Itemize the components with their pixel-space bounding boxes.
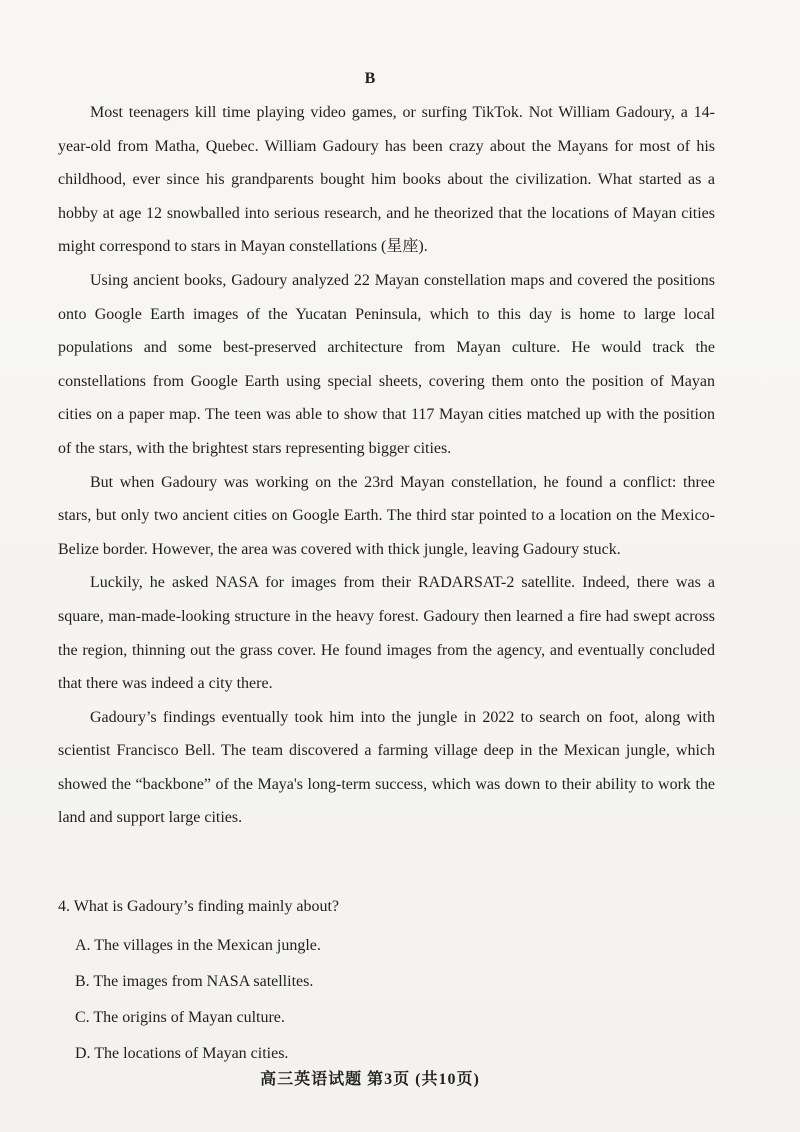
- paragraph-5: Gadoury’s findings eventually took him into the jungle in 2022 to search on foot, along with scientist Francisco Bell. The team discovered a farming village deep in the Mexican jungle, which showed the “backbone” of the Maya's long-term success, which was down to their ability to work the land and support large cities.: [58, 708, 715, 827]
- section-heading: B: [364, 70, 376, 87]
- option-a: A. The villages in the Mexican jungle.: [75, 937, 321, 954]
- reading-passage: [58, 96, 715, 835]
- paragraph-4: Luckily, he asked NASA for images from their RADARSAT-2 satellite. Indeed, there was a square, man-made-looking structure in the heavy forest. Gadoury then learned a fire had swept across the region, thinning out the grass cover. He found images from the agency, and eventually concluded that there was indeed a city there.: [58, 574, 715, 693]
- option-c: C. The origins of Mayan culture.: [75, 1009, 285, 1026]
- question-4: [58, 894, 715, 1072]
- page-footer: 高三英语试题 第3页 (共10页): [260, 1071, 480, 1088]
- question-stem: 4. What is Gadoury’s finding mainly about?: [58, 898, 339, 915]
- paragraph-3: But when Gadoury was working on the 23rd Mayan constellation, he found a conflict: three stars, but only two ancient cities on Google Earth. The third star pointed to a location on the Mexico-Belize border. However, the area was covered with thick jungle, leaving Gadoury stuck.: [58, 473, 715, 558]
- option-d: D. The locations of Mayan cities.: [75, 1045, 289, 1062]
- answer-options: [58, 928, 715, 1072]
- paragraph-2: Using ancient books, Gadoury analyzed 22 Mayan constellation maps and covered the positions onto Google Earth images of the Yucatan Peninsula, which to this day is home to large local populations and some best-preserved architecture from Mayan culture. He would track the constellations from Google Earth using special sheets, covering them onto the position of Mayan cities on a paper map. The teen was able to show that 117 Mayan cities matched up with the position of the stars, with the brightest stars representing bigger cities.: [58, 271, 715, 457]
- option-b: B. The images from NASA satellites.: [75, 973, 314, 990]
- paragraph-1: Most teenagers kill time playing video games, or surfing TikTok. Not William Gadoury, a 14-year-old from Matha, Quebec. William Gadoury has been crazy about the Mayans for most of his childhood, ever since his grandparents bought him books about the civilization. What started as a hobby at age 12 snowballed into serious research, and he theorized that the locations of Mayan cities might correspond to stars in Mayan constellations (星座).: [58, 104, 715, 256]
